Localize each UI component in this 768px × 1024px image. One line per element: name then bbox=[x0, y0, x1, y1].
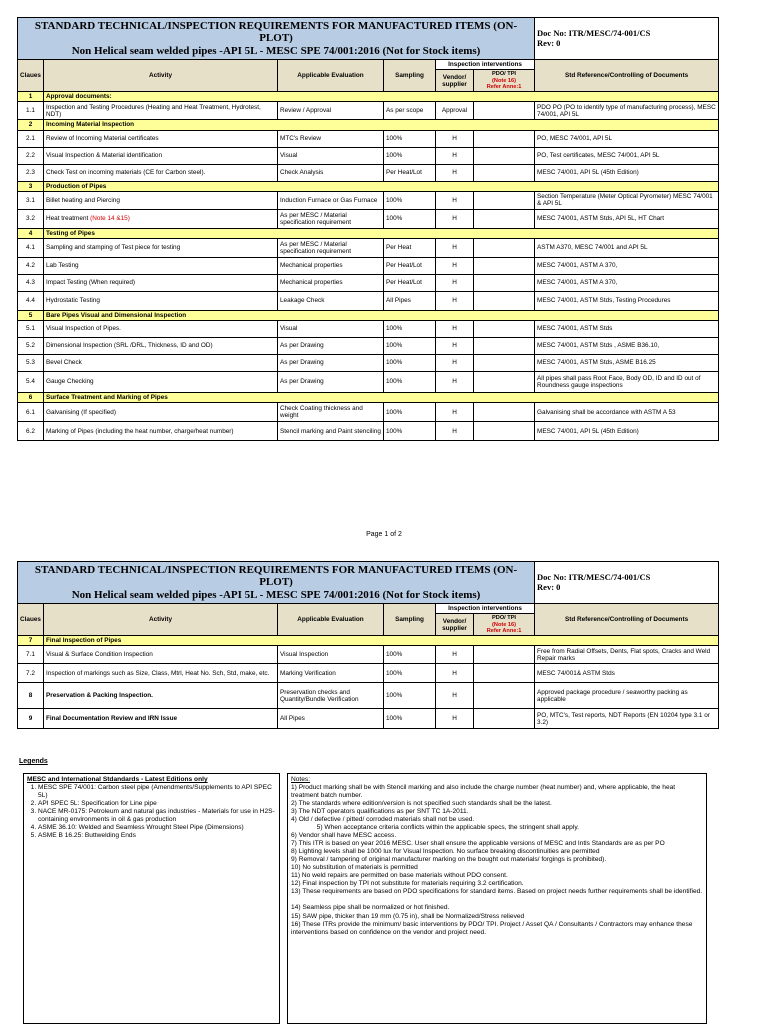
activity-text: Visual Inspection & Material identification bbox=[46, 151, 163, 159]
vendor-cell: H bbox=[436, 646, 474, 664]
note-item: 4) Old / defective / pitted/ corroded materials shall not be used. bbox=[291, 816, 475, 824]
activity-cell bbox=[44, 102, 278, 120]
section-row bbox=[18, 636, 719, 646]
pdo-tpi-cell bbox=[474, 683, 535, 709]
itr-page-2 bbox=[17, 561, 718, 729]
title-line-1: STANDARD TECHNICAL/INSPECTION REQUIREMENTS FOR MANUFACTURED ITEMS (ON-PLOT) bbox=[34, 20, 518, 45]
section-title: Surface Treatment and Marking of Pipes bbox=[44, 393, 719, 403]
pdo-tpi-cell bbox=[474, 164, 535, 181]
pdo-header-line-3-p2: Refer Anne:1 bbox=[486, 627, 522, 634]
document-title bbox=[18, 18, 535, 60]
col-vendor-header-p2: Vendor/ supplier bbox=[436, 614, 474, 636]
sampling-cell: 100% bbox=[384, 321, 436, 338]
activity-cell bbox=[44, 257, 278, 274]
col-activity-header-p2: Activity bbox=[44, 604, 278, 636]
table-row bbox=[18, 664, 719, 683]
clause-number: 6.2 bbox=[18, 422, 44, 441]
std-reference-cell: All pipes shall pass Root Face, Body OD, ID and ID out of Roundness gauge inspections bbox=[535, 372, 719, 393]
clause-number: 4.3 bbox=[18, 274, 44, 291]
activity-text: Hydrostatic Testing bbox=[46, 297, 100, 305]
col-vendor-header: Vendor/ supplier bbox=[436, 70, 474, 92]
clause-number: 4.1 bbox=[18, 238, 44, 257]
activity-cell bbox=[44, 291, 278, 310]
clause-number: 2.1 bbox=[18, 130, 44, 147]
std-reference-cell: MESC 74/001, ASTM Stds, Testing Procedures bbox=[535, 291, 719, 310]
note-item: 10) No substitution of materials is permitted bbox=[291, 864, 418, 872]
activity-cell bbox=[44, 130, 278, 147]
page-2-rows bbox=[18, 636, 719, 729]
vendor-cell: H bbox=[436, 164, 474, 181]
std-reference-cell: PO, MESC 74/001, API 5L bbox=[535, 130, 719, 147]
activity-cell bbox=[44, 164, 278, 181]
clause-number: 5.4 bbox=[18, 372, 44, 393]
sampling-cell: 100% bbox=[384, 372, 436, 393]
clause-number: 5.1 bbox=[18, 321, 44, 338]
pdo-tpi-cell bbox=[474, 291, 535, 310]
title-line-2: Non Helical seam welded pipes -API 5L - MESC SPE 74/001:2016 (Not for Stock items) bbox=[71, 44, 481, 57]
std-reference-cell: PO, Test certificates, MESC 74/001, API 5L bbox=[535, 147, 719, 164]
evaluation-cell: Visual bbox=[278, 321, 384, 338]
activity-text: Visual & Surface Condition Inspection bbox=[46, 651, 153, 659]
vendor-cell: H bbox=[436, 338, 474, 355]
table-row bbox=[18, 422, 719, 441]
sampling-cell: All Pipes bbox=[384, 291, 436, 310]
document-title-p2 bbox=[18, 562, 535, 604]
table-row bbox=[18, 646, 719, 664]
pdo-tpi-cell bbox=[474, 338, 535, 355]
col-pdo-header-p2 bbox=[474, 614, 535, 636]
activity-cell bbox=[44, 664, 278, 683]
evaluation-cell: All Pipes bbox=[278, 709, 384, 729]
col-inspection-interventions-header: Inspection interventions bbox=[436, 60, 535, 70]
activity-cell bbox=[44, 191, 278, 209]
table-row bbox=[18, 274, 719, 291]
vendor-cell: H bbox=[436, 238, 474, 257]
evaluation-cell: Visual bbox=[278, 147, 384, 164]
vendor-cell: H bbox=[436, 664, 474, 683]
std-reference-cell: MESC 74/001, ASTM Stds , ASME B36.10, bbox=[535, 338, 719, 355]
evaluation-cell: Review / Approval bbox=[278, 102, 384, 120]
activity-text: Dimensional Inspection (SRL /DRL, Thickness, ID and OD) bbox=[46, 342, 213, 350]
col-activity-header: Activity bbox=[44, 60, 278, 92]
table-row bbox=[18, 338, 719, 355]
vendor-cell: H bbox=[436, 291, 474, 310]
std-reference-cell: ASTM A370, MESC 74/001 and API 5L bbox=[535, 238, 719, 257]
standards-list bbox=[27, 784, 276, 840]
note-item: 14) Seamless pipe shall be normalized or hot finished. bbox=[291, 904, 450, 912]
itr-table-page-2 bbox=[17, 561, 719, 729]
activity-text: Sampling and stamping of Test piece for testing bbox=[46, 244, 181, 252]
sampling-cell: 100% bbox=[384, 422, 436, 441]
standard-item: 1. MESC SPE 74/001: Carbon steel pipe (Amendments/Supplements to API SPEC 5L) bbox=[38, 784, 276, 800]
col-evaluation-header: Applicable Evaluation bbox=[278, 60, 384, 92]
activity-text: Lab Testing bbox=[46, 262, 79, 270]
std-reference-cell: MESC 74/001, ASTM Stds, ASME B16.25 bbox=[535, 355, 719, 372]
table-row bbox=[18, 130, 719, 147]
activity-cell bbox=[44, 709, 278, 729]
pdo-tpi-cell bbox=[474, 257, 535, 274]
legends-label: Legends bbox=[19, 758, 48, 765]
note-item: 3) The NDT operators qualifications as per SNT TC 1A-2011. bbox=[291, 808, 469, 816]
table-row bbox=[18, 238, 719, 257]
vendor-cell: H bbox=[436, 403, 474, 422]
doc-number-cell bbox=[535, 18, 719, 60]
doc-number-cell-p2 bbox=[535, 562, 719, 604]
pdo-tpi-cell bbox=[474, 646, 535, 664]
section-row bbox=[18, 181, 719, 191]
evaluation-cell: Leakage Check bbox=[278, 291, 384, 310]
vendor-cell: H bbox=[436, 147, 474, 164]
section-row bbox=[18, 228, 719, 238]
table-row bbox=[18, 683, 719, 709]
pdo-header-line-2-p2: (Note 16) bbox=[492, 621, 516, 628]
activity-note: (Note 14 &15) bbox=[90, 215, 130, 223]
evaluation-cell: Check Analysis bbox=[278, 164, 384, 181]
section-title: Incoming Material Inspection bbox=[44, 120, 719, 130]
table-row bbox=[18, 209, 719, 228]
activity-text: Impact Testing (When required) bbox=[46, 279, 136, 287]
sampling-cell: As per scope bbox=[384, 102, 436, 120]
evaluation-cell: Mechanical properties bbox=[278, 257, 384, 274]
clause-number: 3.2 bbox=[18, 209, 44, 228]
activity-cell bbox=[44, 683, 278, 709]
section-number: 6 bbox=[18, 393, 44, 403]
activity-cell bbox=[44, 321, 278, 338]
table-row bbox=[18, 164, 719, 181]
clause-number: 5.2 bbox=[18, 338, 44, 355]
note-item: 1) Product marking shall be with Stencil marking and also include the charge number (heat number) and, where applicable, the heat treatment batch number. bbox=[291, 784, 677, 800]
pdo-tpi-cell bbox=[474, 191, 535, 209]
activity-text: Inspection and Testing Procedures (Heating and Heat Treatment, Hydrotest, NDT) bbox=[46, 103, 261, 118]
table-row bbox=[18, 355, 719, 372]
clause-number: 4.2 bbox=[18, 257, 44, 274]
clause-number: 2.3 bbox=[18, 164, 44, 181]
col-clause-header: Claues bbox=[18, 60, 44, 92]
vendor-cell: H bbox=[436, 191, 474, 209]
std-reference-cell: MESC 74/001, API 5L (45th Edition) bbox=[535, 164, 719, 181]
table-row bbox=[18, 709, 719, 729]
std-reference-cell: Section Temperature (Meter Optical Pyrometer) MESC 74/001 & API 5L bbox=[535, 191, 719, 209]
clause-number: 3.1 bbox=[18, 191, 44, 209]
table-row bbox=[18, 372, 719, 393]
clause-number: 7.2 bbox=[18, 664, 44, 683]
sampling-cell: 100% bbox=[384, 664, 436, 683]
sampling-cell: 100% bbox=[384, 209, 436, 228]
evaluation-cell: As per Drawing bbox=[278, 355, 384, 372]
section-title: Production of Pipes bbox=[44, 181, 719, 191]
activity-text: Heat treatment bbox=[46, 215, 89, 223]
pdo-tpi-cell bbox=[474, 238, 535, 257]
evaluation-cell: Induction Furnace or Gas Furnace bbox=[278, 191, 384, 209]
itr-page-1 bbox=[17, 17, 718, 441]
note-item: 9) Removal / tampering of original manufacturer marking on the bought out materials/ forgings is prohibited). bbox=[291, 856, 607, 864]
pdo-tpi-cell bbox=[474, 147, 535, 164]
section-row bbox=[18, 310, 719, 320]
std-reference-cell: MESC 74/001, ASTM Stds bbox=[535, 321, 719, 338]
note-item: 16) These ITRs provide the minimum/ basic interventions by PDO/ TPI. Project / Asset QA / Consultants / Contractors may enhance these interventions based on confidence on the vendor and project need. bbox=[291, 920, 695, 936]
clause-number: 5.3 bbox=[18, 355, 44, 372]
note-item: 13) These requirements are based on PDO specifications for standard items. Based on project needs further requirements shall be identified. bbox=[291, 888, 703, 896]
notes-title: Notes: bbox=[291, 776, 311, 783]
notes-box bbox=[287, 773, 707, 1024]
revision-p2: Rev: 0 bbox=[537, 581, 561, 592]
activity-text: Bevel Check bbox=[46, 359, 82, 367]
vendor-cell: H bbox=[436, 209, 474, 228]
vendor-cell: H bbox=[436, 709, 474, 729]
std-reference-cell: MESC 74/001, ASTM Stds, API 5L, HT Chart bbox=[535, 209, 719, 228]
page-number: Page 1 of 2 bbox=[366, 531, 402, 538]
activity-text: Visual Inspection of Pipes. bbox=[46, 325, 121, 333]
std-reference-cell: PO, MTC's, Test reports, NDT Reports (EN 10204 type 3.1 or 3.2) bbox=[535, 709, 719, 729]
clause-number: 7.1 bbox=[18, 646, 44, 664]
itr-table-page-1 bbox=[17, 17, 719, 441]
pdo-tpi-cell bbox=[474, 274, 535, 291]
pdo-tpi-cell bbox=[474, 321, 535, 338]
sampling-cell: 100% bbox=[384, 683, 436, 709]
std-reference-cell: Approved package procedure / seaworthy packing as applicable bbox=[535, 683, 719, 709]
col-evaluation-header-p2: Applicable Evaluation bbox=[278, 604, 384, 636]
sampling-cell: Per Heat/Lot bbox=[384, 274, 436, 291]
section-title: Testing of Pipes bbox=[44, 228, 719, 238]
standard-item: 2. API SPEC 5L: Specification for Line pipe bbox=[38, 800, 276, 808]
evaluation-cell: As per Drawing bbox=[278, 372, 384, 393]
section-number: 7 bbox=[18, 636, 44, 646]
pdo-tpi-cell bbox=[474, 355, 535, 372]
vendor-cell: H bbox=[436, 422, 474, 441]
note-item: 7) This ITR is based on year 2016 MESC. User shall ensure the applicable versions of MESC and Intls Standards are as per PO bbox=[291, 840, 665, 848]
pdo-tpi-cell bbox=[474, 102, 535, 120]
col-clause-header-p2: Claues bbox=[18, 604, 44, 636]
sampling-cell: 100% bbox=[384, 338, 436, 355]
note-item: 11) No weld repairs are permitted on base materials without PDO consent. bbox=[291, 872, 508, 880]
activity-cell bbox=[44, 372, 278, 393]
vendor-cell: H bbox=[436, 274, 474, 291]
std-reference-cell: PDO PO (PO to identify type of manufacturing process), MESC 74/001, API 5L bbox=[535, 102, 719, 120]
pdo-header-line-3: Refer Anne:1 bbox=[486, 83, 522, 90]
evaluation-cell: As per MESC / Material specification requirement bbox=[278, 238, 384, 257]
activity-text: Gauge Checking bbox=[46, 378, 94, 386]
pdo-header-line-1-p2: PDO/ TPI bbox=[492, 615, 516, 622]
doc-number: Doc No: ITR/MESC/74-001/CS bbox=[537, 27, 651, 38]
standards-title: MESC and International Stdandards - Latest Editions only bbox=[27, 776, 208, 783]
vendor-cell: H bbox=[436, 355, 474, 372]
col-sampling-header: Sampling bbox=[384, 60, 436, 92]
section-number: 4 bbox=[18, 228, 44, 238]
standard-item: 4. ASME 36.10: Welded and Seamless Wrought Steel Pipe (Dimensions) bbox=[38, 824, 276, 832]
sampling-cell: 100% bbox=[384, 147, 436, 164]
std-reference-cell: Galvanising shall be accordance with ASTM A 53 bbox=[535, 403, 719, 422]
activity-cell bbox=[44, 422, 278, 441]
title-line-1-p2: STANDARD TECHNICAL/INSPECTION REQUIREMENTS FOR MANUFACTURED ITEMS (ON-PLOT) bbox=[34, 564, 518, 589]
evaluation-cell: Check Coating thickness and weight bbox=[278, 403, 384, 422]
activity-cell bbox=[44, 403, 278, 422]
standard-item: 5. ASME B 16.25: Buttwelding Ends bbox=[38, 832, 276, 840]
section-title: Bare Pipes Visual and Dimensional Inspection bbox=[44, 310, 719, 320]
table-row bbox=[18, 147, 719, 164]
evaluation-cell: Stencil marking and Paint stenciling bbox=[278, 422, 384, 441]
vendor-cell: H bbox=[436, 321, 474, 338]
vendor-cell: H bbox=[436, 683, 474, 709]
vendor-cell: H bbox=[436, 130, 474, 147]
note-item: 15) SAW pipe, thicker than 19 mm (0.75 in), shall be Normalized/Stress relieved bbox=[291, 912, 525, 920]
std-reference-cell: MESC 74/001, ASTM A 370, bbox=[535, 274, 719, 291]
evaluation-cell: MTC's Review bbox=[278, 130, 384, 147]
section-number: 5 bbox=[18, 310, 44, 320]
col-std-ref-header: Std Reference/Controlling of Documents bbox=[535, 60, 719, 92]
sampling-cell: 100% bbox=[384, 130, 436, 147]
sampling-cell: 100% bbox=[384, 403, 436, 422]
activity-text: Preservation & Packing Inspection. bbox=[46, 692, 153, 700]
std-reference-cell: MESC 74/001, ASTM A 370, bbox=[535, 257, 719, 274]
activity-text: Galvanising (If specified) bbox=[46, 408, 116, 416]
pdo-tpi-cell bbox=[474, 403, 535, 422]
table-row bbox=[18, 257, 719, 274]
pdo-header-line-1: PDO/ TPI bbox=[492, 71, 516, 78]
activity-text: Marking of Pipes (including the heat number, charge/heat number) bbox=[46, 427, 234, 435]
section-title: Final Inspection of Pipes bbox=[44, 636, 719, 646]
clause-number: 4.4 bbox=[18, 291, 44, 310]
section-number: 2 bbox=[18, 120, 44, 130]
revision: Rev: 0 bbox=[537, 37, 561, 48]
clause-number: 9 bbox=[18, 709, 44, 729]
title-line-2-p2: Non Helical seam welded pipes -API 5L - MESC SPE 74/001:2016 (Not for Stock items) bbox=[71, 588, 481, 601]
col-inspection-interventions-header-p2: Inspection interventions bbox=[436, 604, 535, 614]
vendor-cell: H bbox=[436, 257, 474, 274]
evaluation-cell: Marking Verification bbox=[278, 664, 384, 683]
sampling-cell: Per Heat bbox=[384, 238, 436, 257]
activity-text: Final Documentation Review and IRN Issue bbox=[46, 715, 178, 723]
pdo-tpi-cell bbox=[474, 709, 535, 729]
pdo-tpi-cell bbox=[474, 209, 535, 228]
page-1-rows bbox=[18, 92, 719, 441]
evaluation-cell: As per Drawing bbox=[278, 338, 384, 355]
table-row bbox=[18, 102, 719, 120]
clause-number: 6.1 bbox=[18, 403, 44, 422]
table-row bbox=[18, 403, 719, 422]
col-std-ref-header-p2: Std Reference/Controlling of Documents bbox=[535, 604, 719, 636]
evaluation-cell: Mechanical properties bbox=[278, 274, 384, 291]
std-reference-cell: MESC 74/001& ASTM Stds bbox=[535, 664, 719, 683]
section-number: 3 bbox=[18, 181, 44, 191]
pdo-tpi-cell bbox=[474, 422, 535, 441]
activity-cell bbox=[44, 238, 278, 257]
note-item bbox=[291, 896, 703, 904]
activity-cell bbox=[44, 355, 278, 372]
pdo-tpi-cell bbox=[474, 664, 535, 683]
clause-number: 8 bbox=[18, 683, 44, 709]
section-row bbox=[18, 393, 719, 403]
sampling-cell: 100% bbox=[384, 191, 436, 209]
evaluation-cell: As per MESC / Material specification requirement bbox=[278, 209, 384, 228]
sampling-cell: Per Heat/Lot bbox=[384, 257, 436, 274]
pdo-tpi-cell bbox=[474, 372, 535, 393]
section-row bbox=[18, 92, 719, 102]
clause-number: 1.1 bbox=[18, 102, 44, 120]
activity-cell bbox=[44, 338, 278, 355]
standards-legend-box bbox=[23, 773, 280, 1024]
pdo-tpi-cell bbox=[474, 130, 535, 147]
activity-cell bbox=[44, 274, 278, 291]
activity-cell bbox=[44, 646, 278, 664]
section-title: Approval documents: bbox=[44, 92, 719, 102]
activity-cell bbox=[44, 147, 278, 164]
doc-number-p2: Doc No: ITR/MESC/74-001/CS bbox=[537, 571, 651, 582]
note-item: 6) Vendor shall have MESC access. bbox=[291, 832, 397, 840]
note-item: 5) When acceptance criteria conflicts within the applicable specs, the stringent shall apply. bbox=[291, 824, 579, 832]
table-row bbox=[18, 191, 719, 209]
evaluation-cell: Preservation checks and Quantity/Bundle Verification bbox=[278, 683, 384, 709]
evaluation-cell: Visual Inspection bbox=[278, 646, 384, 664]
note-item: 8) Lighting levels shall be 1000 lux for Visual Inspection. No surface breaking discontinuities are permitted bbox=[291, 848, 600, 856]
pdo-header-line-2: (Note 16) bbox=[492, 77, 516, 84]
note-item: 12) Final inspection by TPI not substitute for materials requiring 3.2 certification. bbox=[291, 880, 524, 888]
section-row bbox=[18, 120, 719, 130]
sampling-cell: Per Heat/Lot bbox=[384, 164, 436, 181]
sampling-cell: 100% bbox=[384, 355, 436, 372]
activity-text: Billet heating and Piercing bbox=[46, 196, 120, 204]
col-sampling-header-p2: Sampling bbox=[384, 604, 436, 636]
table-row bbox=[18, 291, 719, 310]
std-reference-cell: Free from Radial Offsets, Dents, Flat spots, Cracks and Weld Repair marks bbox=[535, 646, 719, 664]
activity-text: Review of Incoming Material certificates bbox=[46, 134, 159, 142]
std-reference-cell: MESC 74/001, API 5L (45th Edition) bbox=[535, 422, 719, 441]
col-pdo-header bbox=[474, 70, 535, 92]
activity-cell bbox=[44, 209, 278, 228]
note-item: 2) The standards where edition/version is not specified such standards shall be the latest. bbox=[291, 800, 552, 808]
table-row bbox=[18, 321, 719, 338]
notes-list bbox=[291, 784, 703, 937]
clause-number: 2.2 bbox=[18, 147, 44, 164]
activity-text: Check Test on incoming materials (CE for Carbon steel). bbox=[46, 168, 206, 176]
standard-item: 3. NACE MR-0175: Petroleum and natural gas industries - Materials for use in H2S-containing environments in oil & gas production bbox=[38, 808, 276, 824]
vendor-cell: H bbox=[436, 372, 474, 393]
activity-text: Inspection of markings such as Size, Class, Mtrl, Heat No. Sch, Std, make, etc. bbox=[46, 669, 270, 677]
sampling-cell: 100% bbox=[384, 709, 436, 729]
sampling-cell: 100% bbox=[384, 646, 436, 664]
vendor-cell: Approval bbox=[436, 102, 474, 120]
section-number: 1 bbox=[18, 92, 44, 102]
